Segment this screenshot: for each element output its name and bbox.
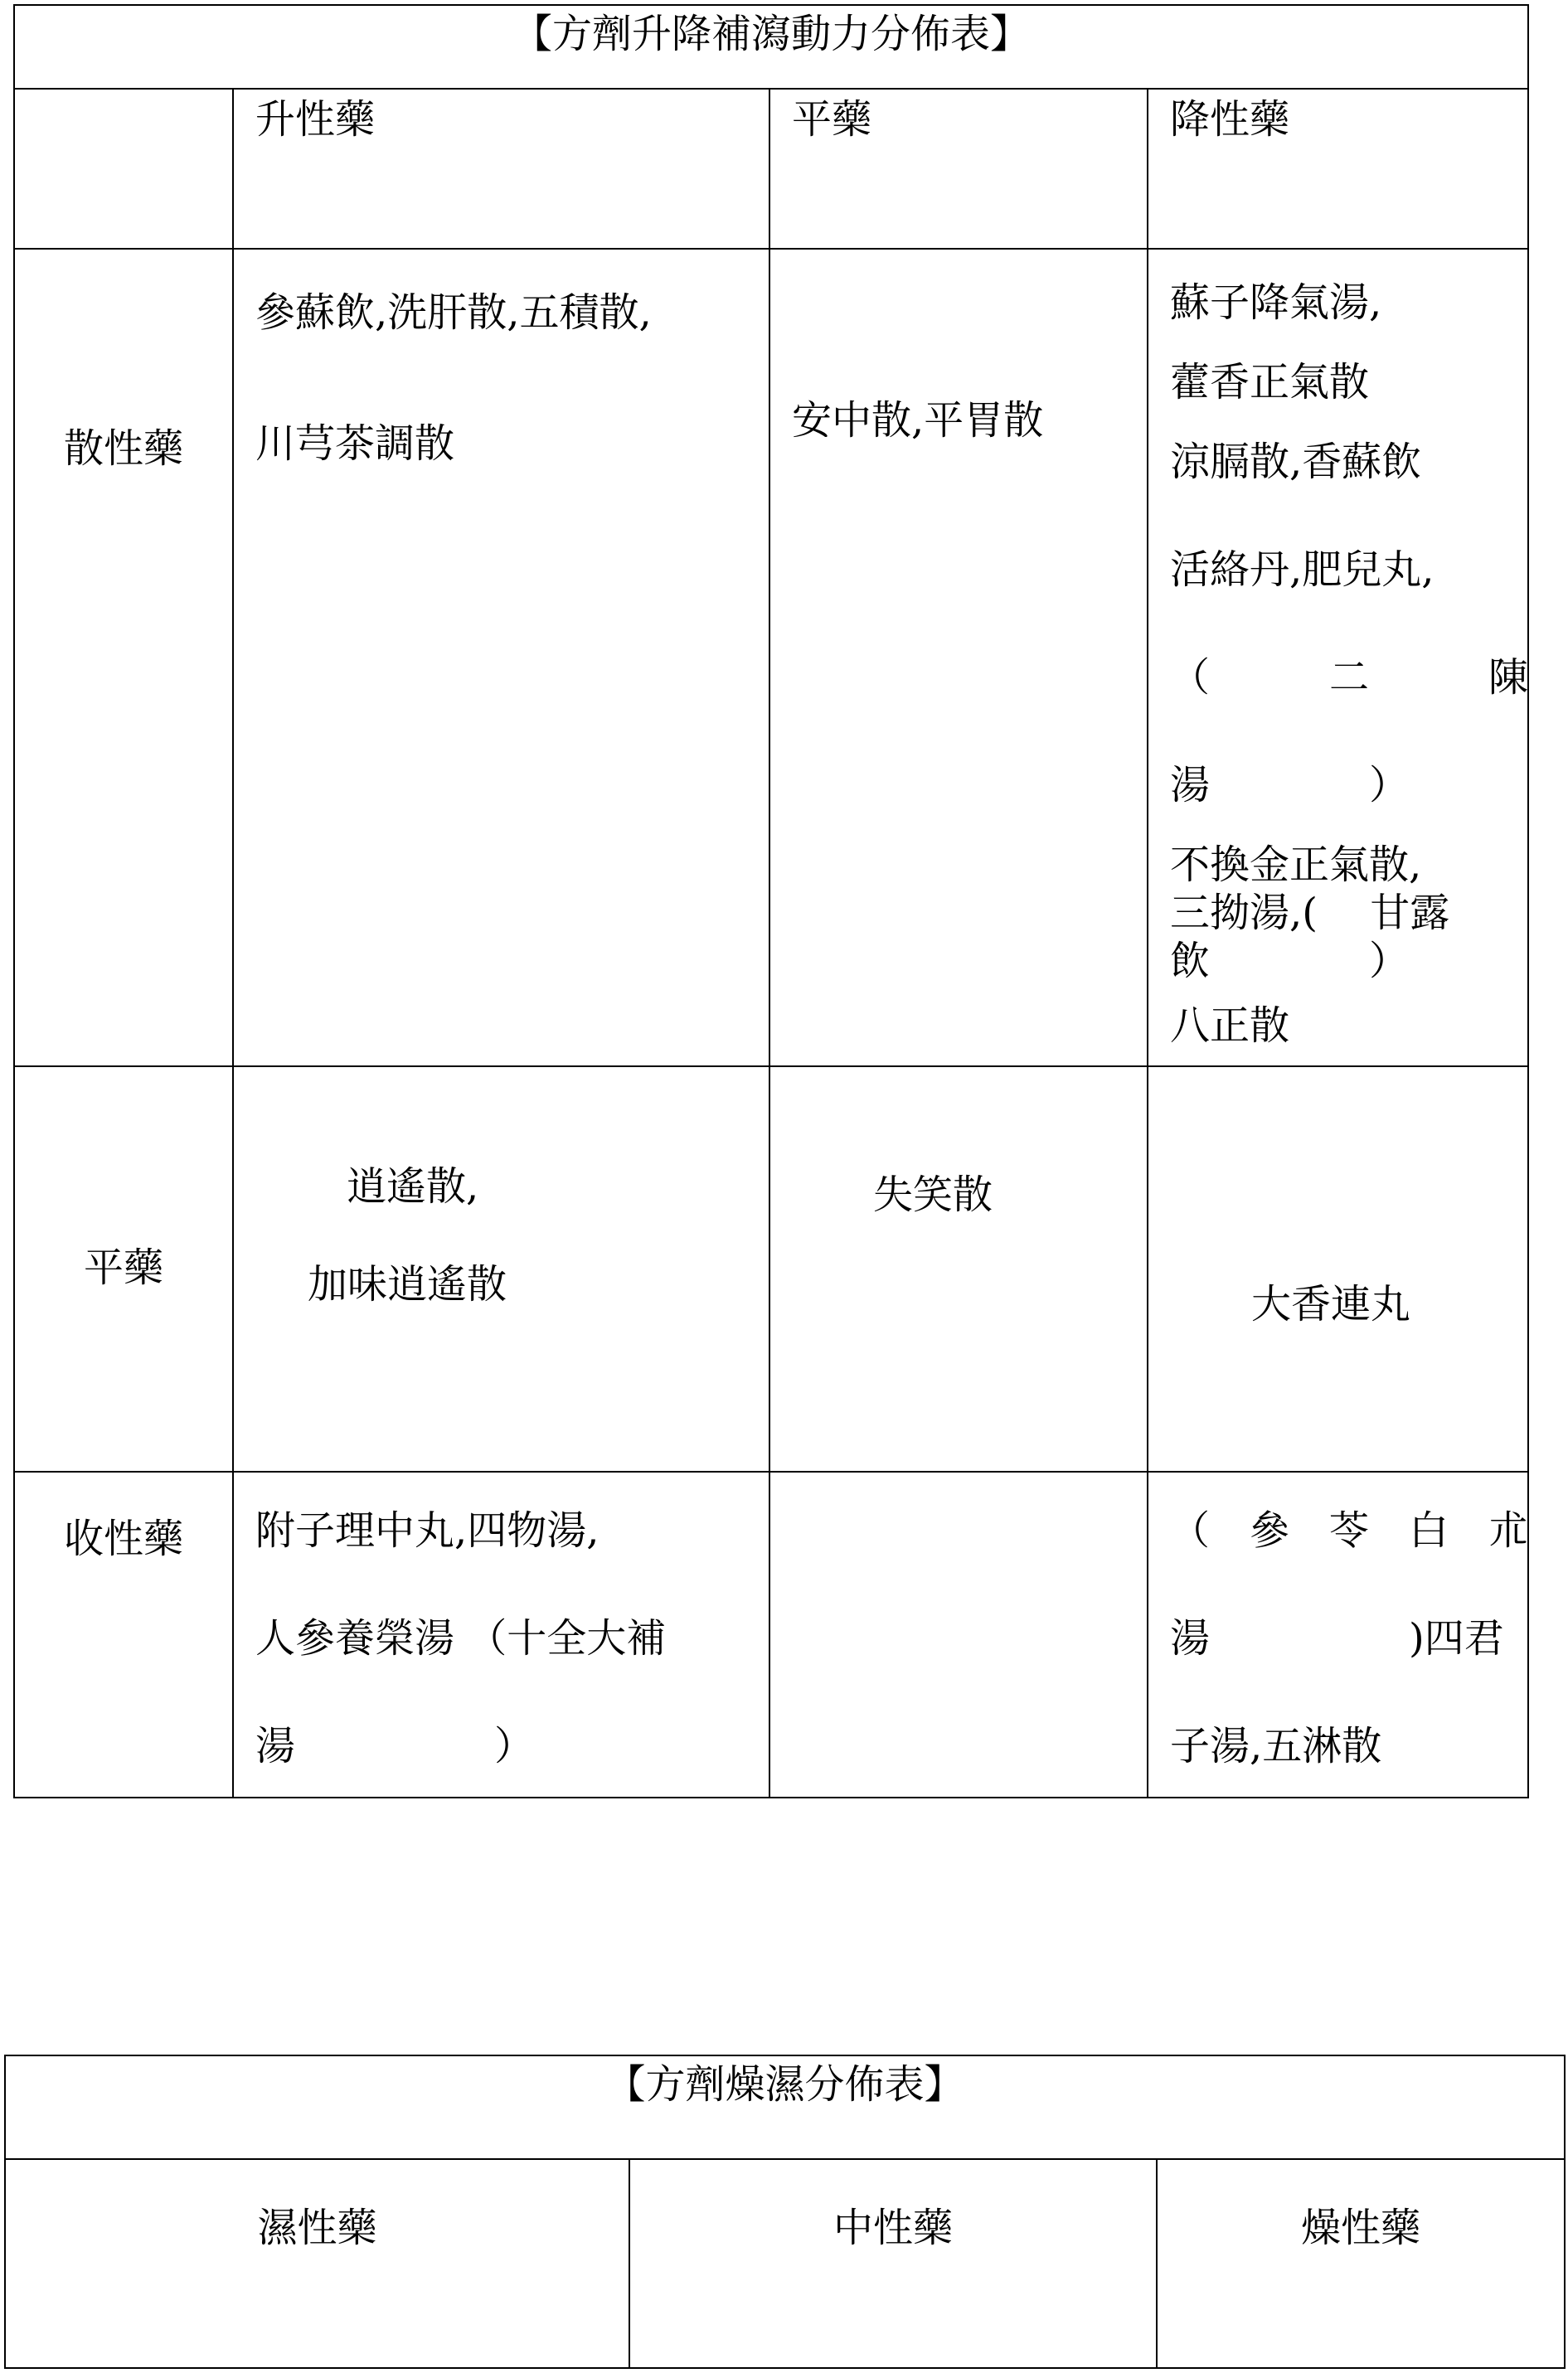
row-san-ping-cell: 安中散,平胃散	[769, 249, 1148, 1066]
header-jiang: 降性藥	[1148, 89, 1528, 249]
table-row	[14, 249, 1528, 1066]
header-sheng: 升性藥	[233, 89, 769, 249]
row-label-san: 散性藥	[14, 249, 233, 1066]
row-shou-sheng-cell: 附子理中丸,四物湯, 人參養榮湯 （十全大補 湯 ）	[233, 1472, 769, 1798]
header-ping: 平藥	[769, 89, 1148, 249]
table1-title-cell	[14, 5, 1528, 89]
table2-title-cell	[5, 2055, 1565, 2159]
row-shou-ping-cell	[769, 1472, 1148, 1798]
table2-title: 【方劑燥濕分佈表】	[605, 2061, 964, 2108]
dry-wet-table	[4, 2055, 1566, 2369]
row-ping-ping-cell: 失笑散	[769, 1066, 1148, 1472]
row-san-jiang-cell: 蘇子降氣湯, 藿香正氣散 涼膈散,香蘇飲 活絡丹,肥兒丸, （ 二 陳 湯 ） 不換金正氣散, 三拗湯,( 甘露 飲 ） 八正散	[1148, 249, 1528, 1066]
row-shou-jiang-cell: （ 參 苓 白 朮 湯 )四君 子湯,五淋散	[1148, 1472, 1528, 1798]
row-san-sheng-cell: 參蘇飲,洗肝散,五積散, 川芎茶調散	[233, 249, 769, 1066]
row-label-ping: 平藥	[14, 1066, 233, 1472]
table-row	[14, 1472, 1528, 1798]
header-neutral: 中性藥	[629, 2159, 1157, 2368]
row-label-shou: 收性藥	[14, 1472, 233, 1798]
row-ping-jiang-cell: 大香連丸	[1148, 1066, 1528, 1472]
row-ping-sheng-cell: 逍遙散, 加味逍遙散	[233, 1066, 769, 1472]
ascend-descend-table	[13, 4, 1529, 1798]
table-row	[14, 1066, 1528, 1472]
header-empty	[14, 89, 233, 249]
table1-title: 【方劑升降補瀉動力分佈表】	[512, 11, 1031, 57]
header-dry: 燥性藥	[1157, 2159, 1565, 2368]
header-wet: 濕性藥	[5, 2159, 629, 2368]
